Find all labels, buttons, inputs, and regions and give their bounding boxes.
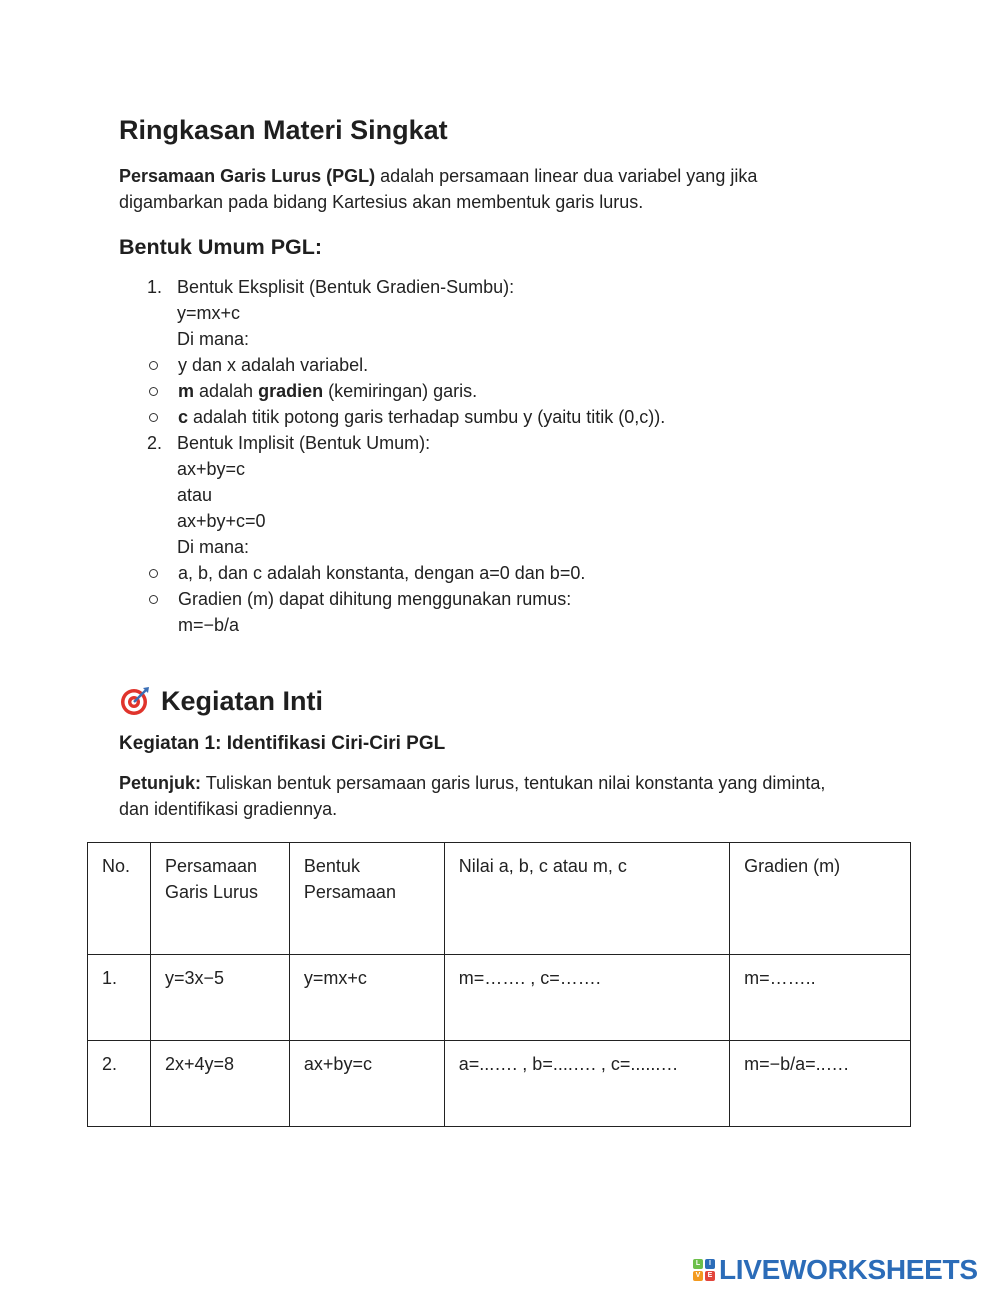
bullet-bold: m [178,381,195,401]
activity-1-title: Kegiatan 1: Identifikasi Ciri-Ciri PGL [119,733,446,754]
instruction-text: Tuliskan bentuk persamaan garis lurus, tentukan nilai konstanta yang diminta, dan identifikasi gradiennya. [119,773,826,819]
page-title: Ringkasan Materi Singkat [119,115,448,145]
instruction-label: Petunjuk: [119,773,202,793]
forms-heading: Bentuk Umum PGL: [119,235,323,259]
form-formula: ax+by=c [177,459,246,479]
bullet-text: adalah [194,381,259,401]
cell-values-input[interactable]: a=...…. , b=....…. , c=......… [444,1041,729,1127]
activity-section-title [119,685,323,717]
target-icon [119,685,151,717]
cell-no: 2. [88,1041,151,1127]
list-number: 1. [147,277,163,297]
logo-tile: L [693,1259,703,1269]
circle-bullet-icon [149,361,158,370]
circle-bullet-icon [149,595,158,604]
list-item [119,352,879,378]
form-item-explicit [119,274,879,352]
bullet-text: (kemiringan) garis. [323,381,478,401]
list-item [119,378,879,404]
bullet-text: adalah titik potong garis terhadap sumbu y (yaitu titik (0,c)). [188,407,666,427]
form-title: Bentuk Implisit (Bentuk Umum): [177,433,431,453]
header-values: Nilai a, b, c atau m, c [444,843,729,955]
liveworksheets-logo [693,1254,978,1286]
list-item [119,404,879,430]
table-header-row [88,843,911,955]
bullet-text: Gradien (m) dapat dihitung menggunakan rumus: [178,589,572,609]
logo-tile: V [693,1271,703,1281]
cell-equation: y=3x−5 [150,955,289,1041]
logo-tile: E [705,1271,715,1281]
form-title: Bentuk Eksplisit (Bentuk Gradien-Sumbu): [177,277,515,297]
cell-form: ax+by=c [289,1041,444,1127]
logo-text: LIVEWORKSHEETS [719,1254,978,1285]
implicit-bullets [119,560,879,638]
liveworksheets-logo-icon [693,1259,715,1281]
bullet-text: y dan x adalah variabel. [178,355,369,375]
bullet-text: a, b, dan c adalah konstanta, dengan a=0 dan b=0. [178,563,586,583]
header-no: No. [88,843,151,955]
bullet-bold: gradien [258,381,324,401]
circle-bullet-icon [149,413,158,422]
where-label: Di mana: [177,329,250,349]
intro-term: Persamaan Garis Lurus (PGL) [119,166,376,186]
cell-form: y=mx+c [289,955,444,1041]
logo-tile: I [705,1259,715,1269]
form-formula: ax+by+c=0 [177,511,266,531]
bullet-bold: c [178,407,189,427]
list-number: 2. [147,433,163,453]
intro-text: adalah persamaan linear dua variabel yang jika digambarkan pada bidang Kartesius akan membentuk garis lurus. [119,166,758,212]
circle-bullet-icon [149,569,158,578]
cell-equation: 2x+4y=8 [150,1041,289,1127]
gradient-formula: m=−b/a [178,615,240,635]
forms-list [119,274,879,638]
cell-gradient-input[interactable]: m=−b/a=..…. [730,1041,911,1127]
list-item [119,586,879,638]
where-label: Di mana: [177,537,250,557]
list-item [119,560,879,586]
activity-title-text: Kegiatan Inti [161,685,324,716]
cell-gradient-input[interactable]: m=…….. [730,955,911,1041]
header-form: Bentuk Persamaan [289,843,444,955]
circle-bullet-icon [149,387,158,396]
or-label: atau [177,485,213,505]
form-item-implicit [119,430,879,560]
instruction-paragraph [119,770,859,822]
cell-no: 1. [88,955,151,1041]
header-equation: Persamaan Garis Lurus [150,843,289,955]
table-row [88,955,911,1041]
intro-paragraph [119,163,859,215]
cell-values-input[interactable]: m=……. , c=……. [444,955,729,1041]
table-row [88,1041,911,1127]
worksheet-table [87,842,911,1127]
form-formula: y=mx+c [177,303,241,323]
explicit-bullets [119,352,879,430]
header-gradient: Gradien (m) [730,843,911,955]
